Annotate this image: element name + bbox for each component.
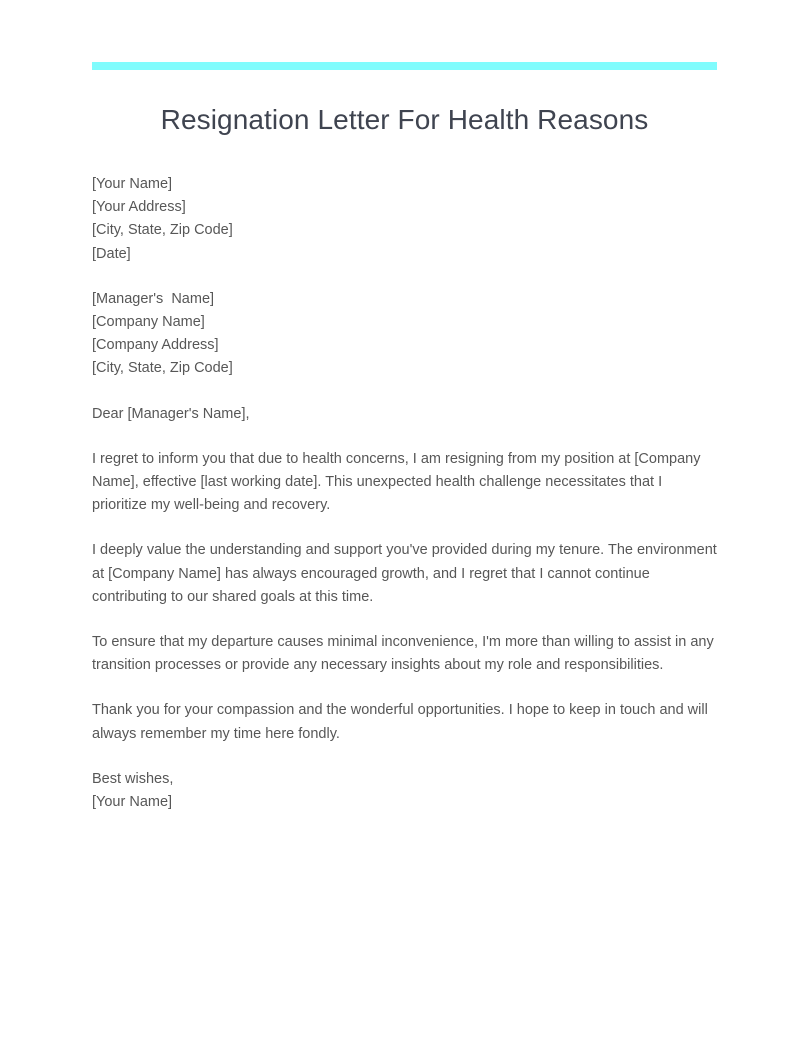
sender-line-address: [Your Address] (92, 199, 186, 216)
letter-body (92, 173, 717, 814)
page-title: Resignation Letter For Health Reasons (160, 104, 649, 135)
sender-line-name: [Your Name] (92, 176, 173, 192)
salutation: Dear [Manager's Name], (92, 405, 250, 422)
sender-line-date: [Date] (92, 245, 131, 262)
letter-content (92, 100, 717, 814)
closing-signature: [Your Name] (92, 794, 173, 811)
recipient-line-manager: [Manager's Name] (92, 290, 215, 307)
recipient-address-block (92, 288, 717, 381)
body-paragraph-4: Thank you for your compassion and the wonderful opportunities. I hope to keep in touch and will always remember my time here fondly. (92, 702, 708, 742)
body-paragraph-1: I regret to inform you that due to health concerns, I am resigning from my position at [Company Name], effective [last working date]. This unexpected health challenge necessitates that I prioritize my well-being and recovery. (92, 450, 701, 514)
body-paragraph-2: I deeply value the understanding and support you've provided during my tenure. The environment at [Company Name] has always encouraged growth, and I regret that I cannot continue contributing to our shared goals at this time. (92, 542, 717, 605)
closing-block (92, 768, 717, 814)
recipient-line-company: [Company Name] (92, 314, 205, 331)
recipient-line-city: [City, State, Zip Code] (92, 360, 233, 377)
body-paragraph-3: To ensure that my departure causes minimal inconvenience, I'm more than willing to assist in any transition processes or provide any necessary insights about my role and responsibilities. (92, 634, 714, 674)
recipient-line-address: [Company Address] (92, 337, 219, 354)
sender-line-city: [City, State, Zip Code] (92, 222, 233, 239)
closing-salutation: Best wishes, (92, 770, 174, 787)
sender-address-block (92, 173, 717, 266)
accent-bar (92, 62, 717, 70)
